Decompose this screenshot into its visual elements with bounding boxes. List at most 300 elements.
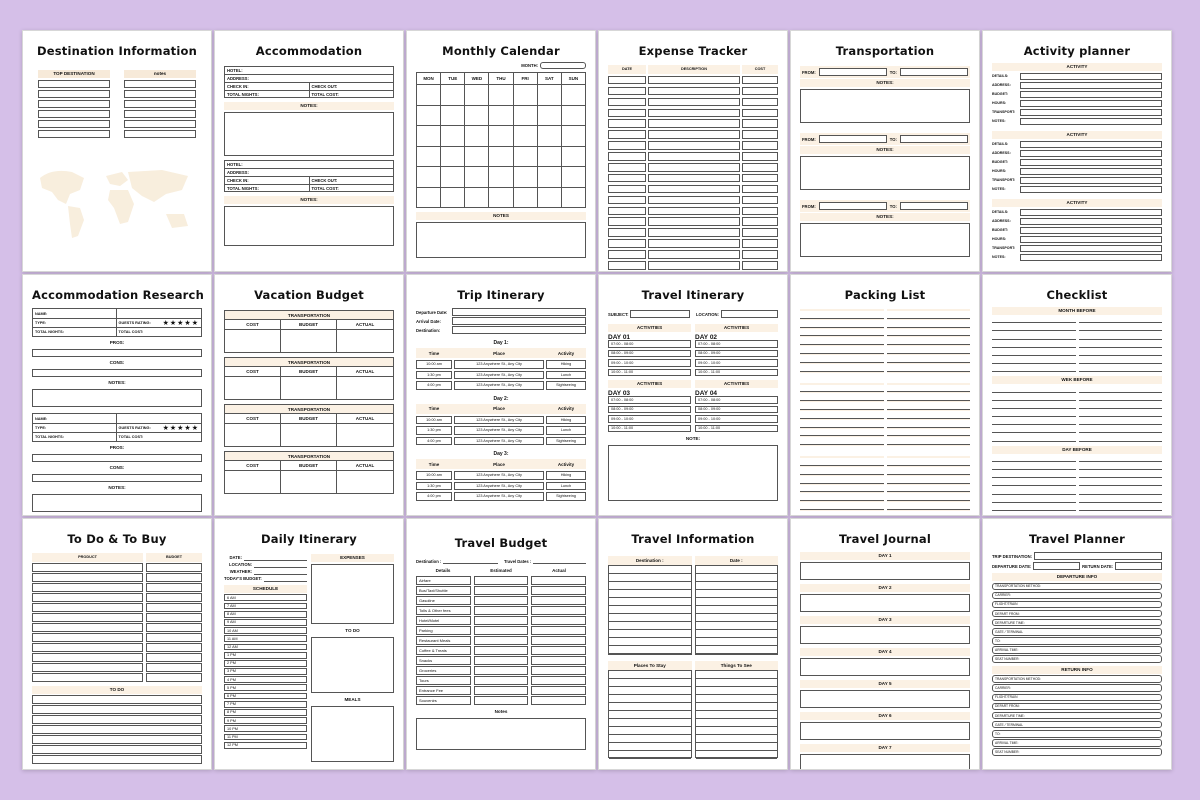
actual-cell[interactable]: [531, 576, 586, 585]
packing-line[interactable]: [800, 420, 884, 428]
packing-line[interactable]: [800, 511, 884, 516]
expense-cell[interactable]: [608, 261, 646, 270]
todo-box[interactable]: [311, 637, 394, 693]
checklist-line[interactable]: [1079, 409, 1163, 417]
itinerary-cell[interactable]: 1:30 pm: [416, 482, 452, 491]
actual-cell[interactable]: [531, 656, 586, 665]
expense-cell[interactable]: [648, 185, 740, 194]
info-line[interactable]: [609, 719, 691, 727]
budget-cell[interactable]: [225, 471, 281, 493]
input-line[interactable]: [38, 130, 110, 138]
product-cell[interactable]: [32, 643, 143, 652]
checklist-line[interactable]: [992, 315, 1076, 323]
hour-row[interactable]: [224, 635, 307, 642]
rating-stars-icon[interactable]: ★★★★★: [162, 425, 199, 432]
notes-box[interactable]: [800, 156, 970, 190]
expense-cell[interactable]: [648, 207, 740, 216]
info-line[interactable]: [609, 574, 691, 582]
see-box[interactable]: [695, 670, 779, 758]
checklist-line[interactable]: [992, 462, 1076, 470]
planner-field[interactable]: [992, 730, 1162, 738]
itinerary-cell[interactable]: 123 Anywhere St., Any City: [454, 482, 544, 491]
destination-box[interactable]: [608, 565, 692, 655]
estimated-cell[interactable]: [474, 606, 529, 615]
address-field[interactable]: ADDRESS:: [224, 74, 394, 82]
expense-cell[interactable]: [608, 98, 646, 107]
packing-line[interactable]: [887, 346, 971, 354]
planner-field[interactable]: [992, 610, 1162, 618]
time-row[interactable]: [608, 350, 691, 358]
meals-box[interactable]: [311, 706, 394, 762]
packing-line[interactable]: [887, 429, 971, 437]
itinerary-cell[interactable]: 123 Anywhere St., Any City: [454, 492, 544, 501]
expense-cell[interactable]: [742, 217, 778, 226]
input-line[interactable]: [124, 110, 196, 118]
info-line[interactable]: [696, 566, 778, 574]
expense-cell[interactable]: [608, 239, 646, 248]
info-line[interactable]: [696, 743, 778, 751]
calendar-cell[interactable]: [465, 106, 489, 127]
time-row[interactable]: [695, 350, 778, 358]
product-cell[interactable]: [32, 613, 143, 622]
calendar-cell[interactable]: [538, 85, 562, 106]
budget-body[interactable]: [225, 471, 393, 493]
product-cell[interactable]: [32, 603, 143, 612]
packing-line[interactable]: [800, 311, 884, 319]
packing-line[interactable]: [887, 402, 971, 410]
time-row[interactable]: [608, 425, 691, 433]
checklist-line[interactable]: [1079, 393, 1163, 401]
journal-day-box[interactable]: [800, 754, 970, 770]
packing-line[interactable]: [887, 364, 971, 372]
checklist-line[interactable]: [992, 340, 1076, 348]
info-line[interactable]: [696, 582, 778, 590]
field-input[interactable]: [1020, 245, 1162, 253]
section-box[interactable]: [32, 349, 202, 357]
planner-field[interactable]: [992, 721, 1162, 729]
expense-cell[interactable]: [608, 163, 646, 172]
itinerary-cell[interactable]: Lunch: [546, 371, 586, 380]
expense-cell[interactable]: [648, 76, 740, 85]
field-input[interactable]: [1020, 150, 1162, 158]
planner-field[interactable]: [992, 655, 1162, 663]
packing-line[interactable]: [887, 385, 971, 393]
itinerary-cell[interactable]: 123 Anywhere St., Any City: [454, 381, 544, 390]
expense-cell[interactable]: [742, 87, 778, 96]
hour-row[interactable]: [224, 684, 307, 691]
journal-day-box[interactable]: [800, 658, 970, 676]
expense-cell[interactable]: [608, 152, 646, 161]
itinerary-cell[interactable]: 123 Anywhere St., Any City: [454, 471, 544, 480]
expense-cell[interactable]: [648, 228, 740, 237]
packing-line[interactable]: [800, 320, 884, 328]
calendar-cell[interactable]: [417, 106, 441, 127]
packing-line[interactable]: [800, 502, 884, 510]
packing-line[interactable]: [887, 337, 971, 345]
packing-line[interactable]: [887, 355, 971, 363]
checklist-line[interactable]: [1079, 331, 1163, 339]
packing-line[interactable]: [887, 311, 971, 319]
checklist-line[interactable]: [1079, 348, 1163, 356]
budget-cell[interactable]: [337, 424, 393, 446]
research-cell[interactable]: [33, 424, 117, 432]
time-row[interactable]: [608, 369, 691, 377]
product-cell[interactable]: [32, 653, 143, 662]
expense-cell[interactable]: [742, 250, 778, 259]
from-input[interactable]: [819, 68, 887, 76]
input-line[interactable]: [124, 100, 196, 108]
info-line[interactable]: [696, 679, 778, 687]
expense-cell[interactable]: [648, 196, 740, 205]
planner-field[interactable]: [992, 592, 1162, 600]
to-input[interactable]: [900, 202, 968, 210]
checklist-line[interactable]: [992, 393, 1076, 401]
itinerary-cell[interactable]: 4:00 pm: [416, 437, 452, 446]
calendar-cell[interactable]: [441, 106, 465, 127]
itinerary-cell[interactable]: Hiking: [546, 416, 586, 425]
itinerary-cell[interactable]: 123 Anywhere St., Any City: [454, 426, 544, 435]
departure-input[interactable]: [452, 308, 586, 316]
budget-cell[interactable]: [146, 653, 202, 662]
notes-box[interactable]: [800, 89, 970, 123]
info-line[interactable]: [609, 614, 691, 622]
calendar-cell[interactable]: [465, 188, 489, 209]
estimated-cell[interactable]: [474, 586, 529, 595]
estimated-cell[interactable]: [474, 636, 529, 645]
budget-cell[interactable]: [281, 471, 337, 493]
packing-line[interactable]: [887, 411, 971, 419]
time-row[interactable]: [695, 406, 778, 414]
dates-input[interactable]: [533, 559, 586, 564]
packing-line[interactable]: [800, 355, 884, 363]
expense-cell[interactable]: [648, 141, 740, 150]
estimated-cell[interactable]: [474, 646, 529, 655]
info-line[interactable]: [609, 590, 691, 598]
input-line[interactable]: [38, 80, 110, 88]
itinerary-cell[interactable]: Hiking: [546, 360, 586, 369]
input-line[interactable]: [124, 80, 196, 88]
checklist-line[interactable]: [1079, 454, 1163, 462]
hour-row[interactable]: [224, 676, 307, 683]
field-input[interactable]: [1020, 141, 1162, 149]
hour-row[interactable]: [224, 725, 307, 732]
destination-input[interactable]: [443, 559, 498, 564]
calendar-cell[interactable]: [489, 147, 513, 168]
field-input[interactable]: [1020, 73, 1162, 81]
expense-cell[interactable]: [608, 250, 646, 259]
budget-item[interactable]: [416, 686, 471, 695]
notes-box[interactable]: [800, 223, 970, 257]
checklist-line[interactable]: [1079, 470, 1163, 478]
expense-cell[interactable]: [648, 163, 740, 172]
itinerary-cell[interactable]: Lunch: [546, 482, 586, 491]
info-line[interactable]: [609, 743, 691, 751]
estimated-cell[interactable]: [474, 696, 529, 705]
budget-cell[interactable]: [146, 613, 202, 622]
checklist-line[interactable]: [992, 503, 1076, 511]
budget-item[interactable]: [416, 676, 471, 685]
stay-box[interactable]: [608, 670, 692, 758]
section-box[interactable]: [32, 389, 202, 407]
expense-cell[interactable]: [742, 76, 778, 85]
arrival-input[interactable]: [452, 317, 586, 325]
todo-line[interactable]: [32, 745, 202, 754]
checklist-line[interactable]: [1079, 495, 1163, 503]
budget-item[interactable]: [416, 666, 471, 675]
journal-day-box[interactable]: [800, 562, 970, 580]
hour-row[interactable]: [224, 693, 307, 700]
estimated-cell[interactable]: [474, 596, 529, 605]
research-cell[interactable]: [117, 328, 202, 336]
info-line[interactable]: [609, 566, 691, 574]
actual-cell[interactable]: [531, 646, 586, 655]
actual-cell[interactable]: [531, 626, 586, 635]
hour-row[interactable]: [224, 660, 307, 667]
actual-cell[interactable]: [531, 666, 586, 675]
notes-box[interactable]: [416, 222, 586, 258]
time-row[interactable]: [608, 406, 691, 414]
info-line[interactable]: [609, 735, 691, 743]
calendar-cell[interactable]: [489, 85, 513, 106]
expense-cell[interactable]: [648, 87, 740, 96]
planner-field[interactable]: [992, 628, 1162, 636]
info-line[interactable]: [696, 687, 778, 695]
calendar-cell[interactable]: [417, 167, 441, 188]
packing-line[interactable]: [800, 411, 884, 419]
field-input[interactable]: [1020, 118, 1162, 126]
expense-cell[interactable]: [742, 196, 778, 205]
calendar-cell[interactable]: [538, 126, 562, 147]
packing-line[interactable]: [887, 476, 971, 484]
checklist-line[interactable]: [992, 356, 1076, 364]
checklist-line[interactable]: [1079, 433, 1163, 441]
field-input[interactable]: [1020, 168, 1162, 176]
info-line[interactable]: [696, 598, 778, 606]
field-input[interactable]: [1020, 82, 1162, 90]
calendar-cell[interactable]: [417, 188, 441, 209]
calendar-cell[interactable]: [514, 106, 538, 127]
budget-cell[interactable]: [146, 623, 202, 632]
itinerary-cell[interactable]: 123 Anywhere St., Any City: [454, 437, 544, 446]
checklist-line[interactable]: [1079, 503, 1163, 511]
checklist-line[interactable]: [992, 454, 1076, 462]
weather-input[interactable]: [254, 568, 307, 575]
calendar-cell[interactable]: [514, 85, 538, 106]
actual-cell[interactable]: [531, 696, 586, 705]
expense-cell[interactable]: [742, 141, 778, 150]
info-line[interactable]: [609, 727, 691, 735]
input-line[interactable]: [38, 100, 110, 108]
hour-row[interactable]: [224, 627, 307, 634]
info-line[interactable]: [609, 679, 691, 687]
destination-input[interactable]: [452, 326, 586, 334]
research-cell[interactable]: [33, 319, 117, 327]
checklist-line[interactable]: [1079, 462, 1163, 470]
field-input[interactable]: [1020, 91, 1162, 99]
budget-item[interactable]: [416, 606, 471, 615]
info-line[interactable]: [609, 646, 691, 654]
info-line[interactable]: [696, 751, 778, 759]
checklist-line[interactable]: [1079, 486, 1163, 494]
itinerary-cell[interactable]: Sightseeing: [546, 381, 586, 390]
hour-row[interactable]: [224, 603, 307, 610]
packing-line[interactable]: [800, 329, 884, 337]
checklist-line[interactable]: [992, 433, 1076, 441]
calendar-cell[interactable]: [417, 147, 441, 168]
info-line[interactable]: [609, 622, 691, 630]
expense-cell[interactable]: [648, 152, 740, 161]
product-cell[interactable]: [32, 583, 143, 592]
calendar-cell[interactable]: [514, 188, 538, 209]
expense-cell[interactable]: [742, 119, 778, 128]
calendar-cell[interactable]: [514, 167, 538, 188]
planner-field[interactable]: [992, 712, 1162, 720]
budget-item[interactable]: [416, 596, 471, 605]
expense-cell[interactable]: [608, 141, 646, 150]
journal-day-box[interactable]: [800, 690, 970, 708]
itinerary-cell[interactable]: Lunch: [546, 426, 586, 435]
field-input[interactable]: [1020, 218, 1162, 226]
expense-cell[interactable]: [742, 163, 778, 172]
time-row[interactable]: [608, 396, 691, 404]
trip-input[interactable]: [1034, 552, 1162, 560]
info-line[interactable]: [609, 687, 691, 695]
info-line[interactable]: [609, 671, 691, 679]
itinerary-cell[interactable]: 10:00 am: [416, 416, 452, 425]
expense-cell[interactable]: [648, 261, 740, 270]
research-cell[interactable]: [117, 424, 202, 432]
checklist-line[interactable]: [992, 486, 1076, 494]
expense-cell[interactable]: [648, 250, 740, 259]
calendar-cell[interactable]: [465, 85, 489, 106]
expense-cell[interactable]: [608, 76, 646, 85]
research-cell[interactable]: [117, 319, 202, 327]
itinerary-cell[interactable]: Sightseeing: [546, 492, 586, 501]
budget-item[interactable]: [416, 576, 471, 585]
info-line[interactable]: [696, 590, 778, 598]
from-input[interactable]: [819, 135, 887, 143]
expense-cell[interactable]: [648, 217, 740, 226]
budget-body[interactable]: [225, 424, 393, 446]
budget-cell[interactable]: [337, 377, 393, 399]
packing-line[interactable]: [887, 420, 971, 428]
calendar-cell[interactable]: [514, 126, 538, 147]
product-cell[interactable]: [32, 593, 143, 602]
packing-line[interactable]: [800, 385, 884, 393]
time-row[interactable]: [695, 359, 778, 367]
planner-field[interactable]: [992, 619, 1162, 627]
info-line[interactable]: [609, 598, 691, 606]
hour-row[interactable]: [224, 652, 307, 659]
estimated-cell[interactable]: [474, 676, 529, 685]
hotel-field[interactable]: HOTEL:: [224, 66, 394, 74]
planner-field[interactable]: [992, 583, 1162, 591]
info-line[interactable]: [696, 606, 778, 614]
itinerary-cell[interactable]: Sightseeing: [546, 437, 586, 446]
itinerary-cell[interactable]: 10:00 am: [416, 471, 452, 480]
hour-row[interactable]: [224, 709, 307, 716]
section-box[interactable]: [32, 369, 202, 377]
research-cell[interactable]: [117, 414, 202, 423]
actual-cell[interactable]: [531, 636, 586, 645]
calendar-cell[interactable]: [465, 167, 489, 188]
estimated-cell[interactable]: [474, 666, 529, 675]
budget-cell[interactable]: [146, 673, 202, 682]
planner-field[interactable]: [992, 703, 1162, 711]
packing-line[interactable]: [800, 458, 884, 466]
input-line[interactable]: [124, 130, 196, 138]
info-line[interactable]: [609, 751, 691, 759]
itinerary-cell[interactable]: Hiking: [546, 471, 586, 480]
budget-input[interactable]: [264, 575, 307, 582]
checklist-line[interactable]: [992, 478, 1076, 486]
packing-line[interactable]: [800, 346, 884, 354]
packing-line[interactable]: [800, 476, 884, 484]
budget-cell[interactable]: [146, 573, 202, 582]
packing-line[interactable]: [800, 493, 884, 501]
planner-field[interactable]: [992, 675, 1162, 683]
research-cell[interactable]: [117, 309, 202, 318]
info-line[interactable]: [696, 727, 778, 735]
product-cell[interactable]: [32, 573, 143, 582]
packing-line[interactable]: [800, 364, 884, 372]
expense-cell[interactable]: [742, 152, 778, 161]
notes-box[interactable]: [224, 112, 394, 156]
packing-line[interactable]: [887, 393, 971, 401]
budget-cell[interactable]: [281, 424, 337, 446]
actual-cell[interactable]: [531, 616, 586, 625]
depdate-input[interactable]: [1033, 562, 1080, 570]
expense-cell[interactable]: [648, 119, 740, 128]
budget-cell[interactable]: [146, 583, 202, 592]
packing-line[interactable]: [887, 467, 971, 475]
checklist-line[interactable]: [992, 364, 1076, 372]
packing-line[interactable]: [800, 429, 884, 437]
hour-row[interactable]: [224, 619, 307, 626]
input-line[interactable]: [124, 90, 196, 98]
subject-input[interactable]: [630, 310, 690, 318]
calendar-cell[interactable]: [441, 167, 465, 188]
time-row[interactable]: [695, 415, 778, 423]
field-input[interactable]: [1020, 159, 1162, 167]
budget-cell[interactable]: [146, 633, 202, 642]
packing-line[interactable]: [800, 393, 884, 401]
journal-day-box[interactable]: [800, 722, 970, 740]
budget-cell[interactable]: [281, 330, 337, 352]
budget-item[interactable]: [416, 636, 471, 645]
time-row[interactable]: [695, 396, 778, 404]
actual-cell[interactable]: [531, 596, 586, 605]
budget-cell[interactable]: [225, 330, 281, 352]
info-line[interactable]: [609, 606, 691, 614]
checklist-line[interactable]: [992, 409, 1076, 417]
packing-line[interactable]: [800, 485, 884, 493]
checklist-line[interactable]: [1079, 417, 1163, 425]
time-row[interactable]: [608, 340, 691, 348]
product-cell[interactable]: [32, 563, 143, 572]
research-cell[interactable]: [117, 433, 202, 441]
packing-line[interactable]: [800, 467, 884, 475]
budget-cell[interactable]: [146, 663, 202, 672]
hour-row[interactable]: [224, 734, 307, 741]
calendar-cell[interactable]: [417, 85, 441, 106]
to-input[interactable]: [900, 135, 968, 143]
expense-cell[interactable]: [742, 185, 778, 194]
planner-field[interactable]: [992, 637, 1162, 645]
estimated-cell[interactable]: [474, 626, 529, 635]
hour-row[interactable]: [224, 742, 307, 749]
journal-day-box[interactable]: [800, 594, 970, 612]
